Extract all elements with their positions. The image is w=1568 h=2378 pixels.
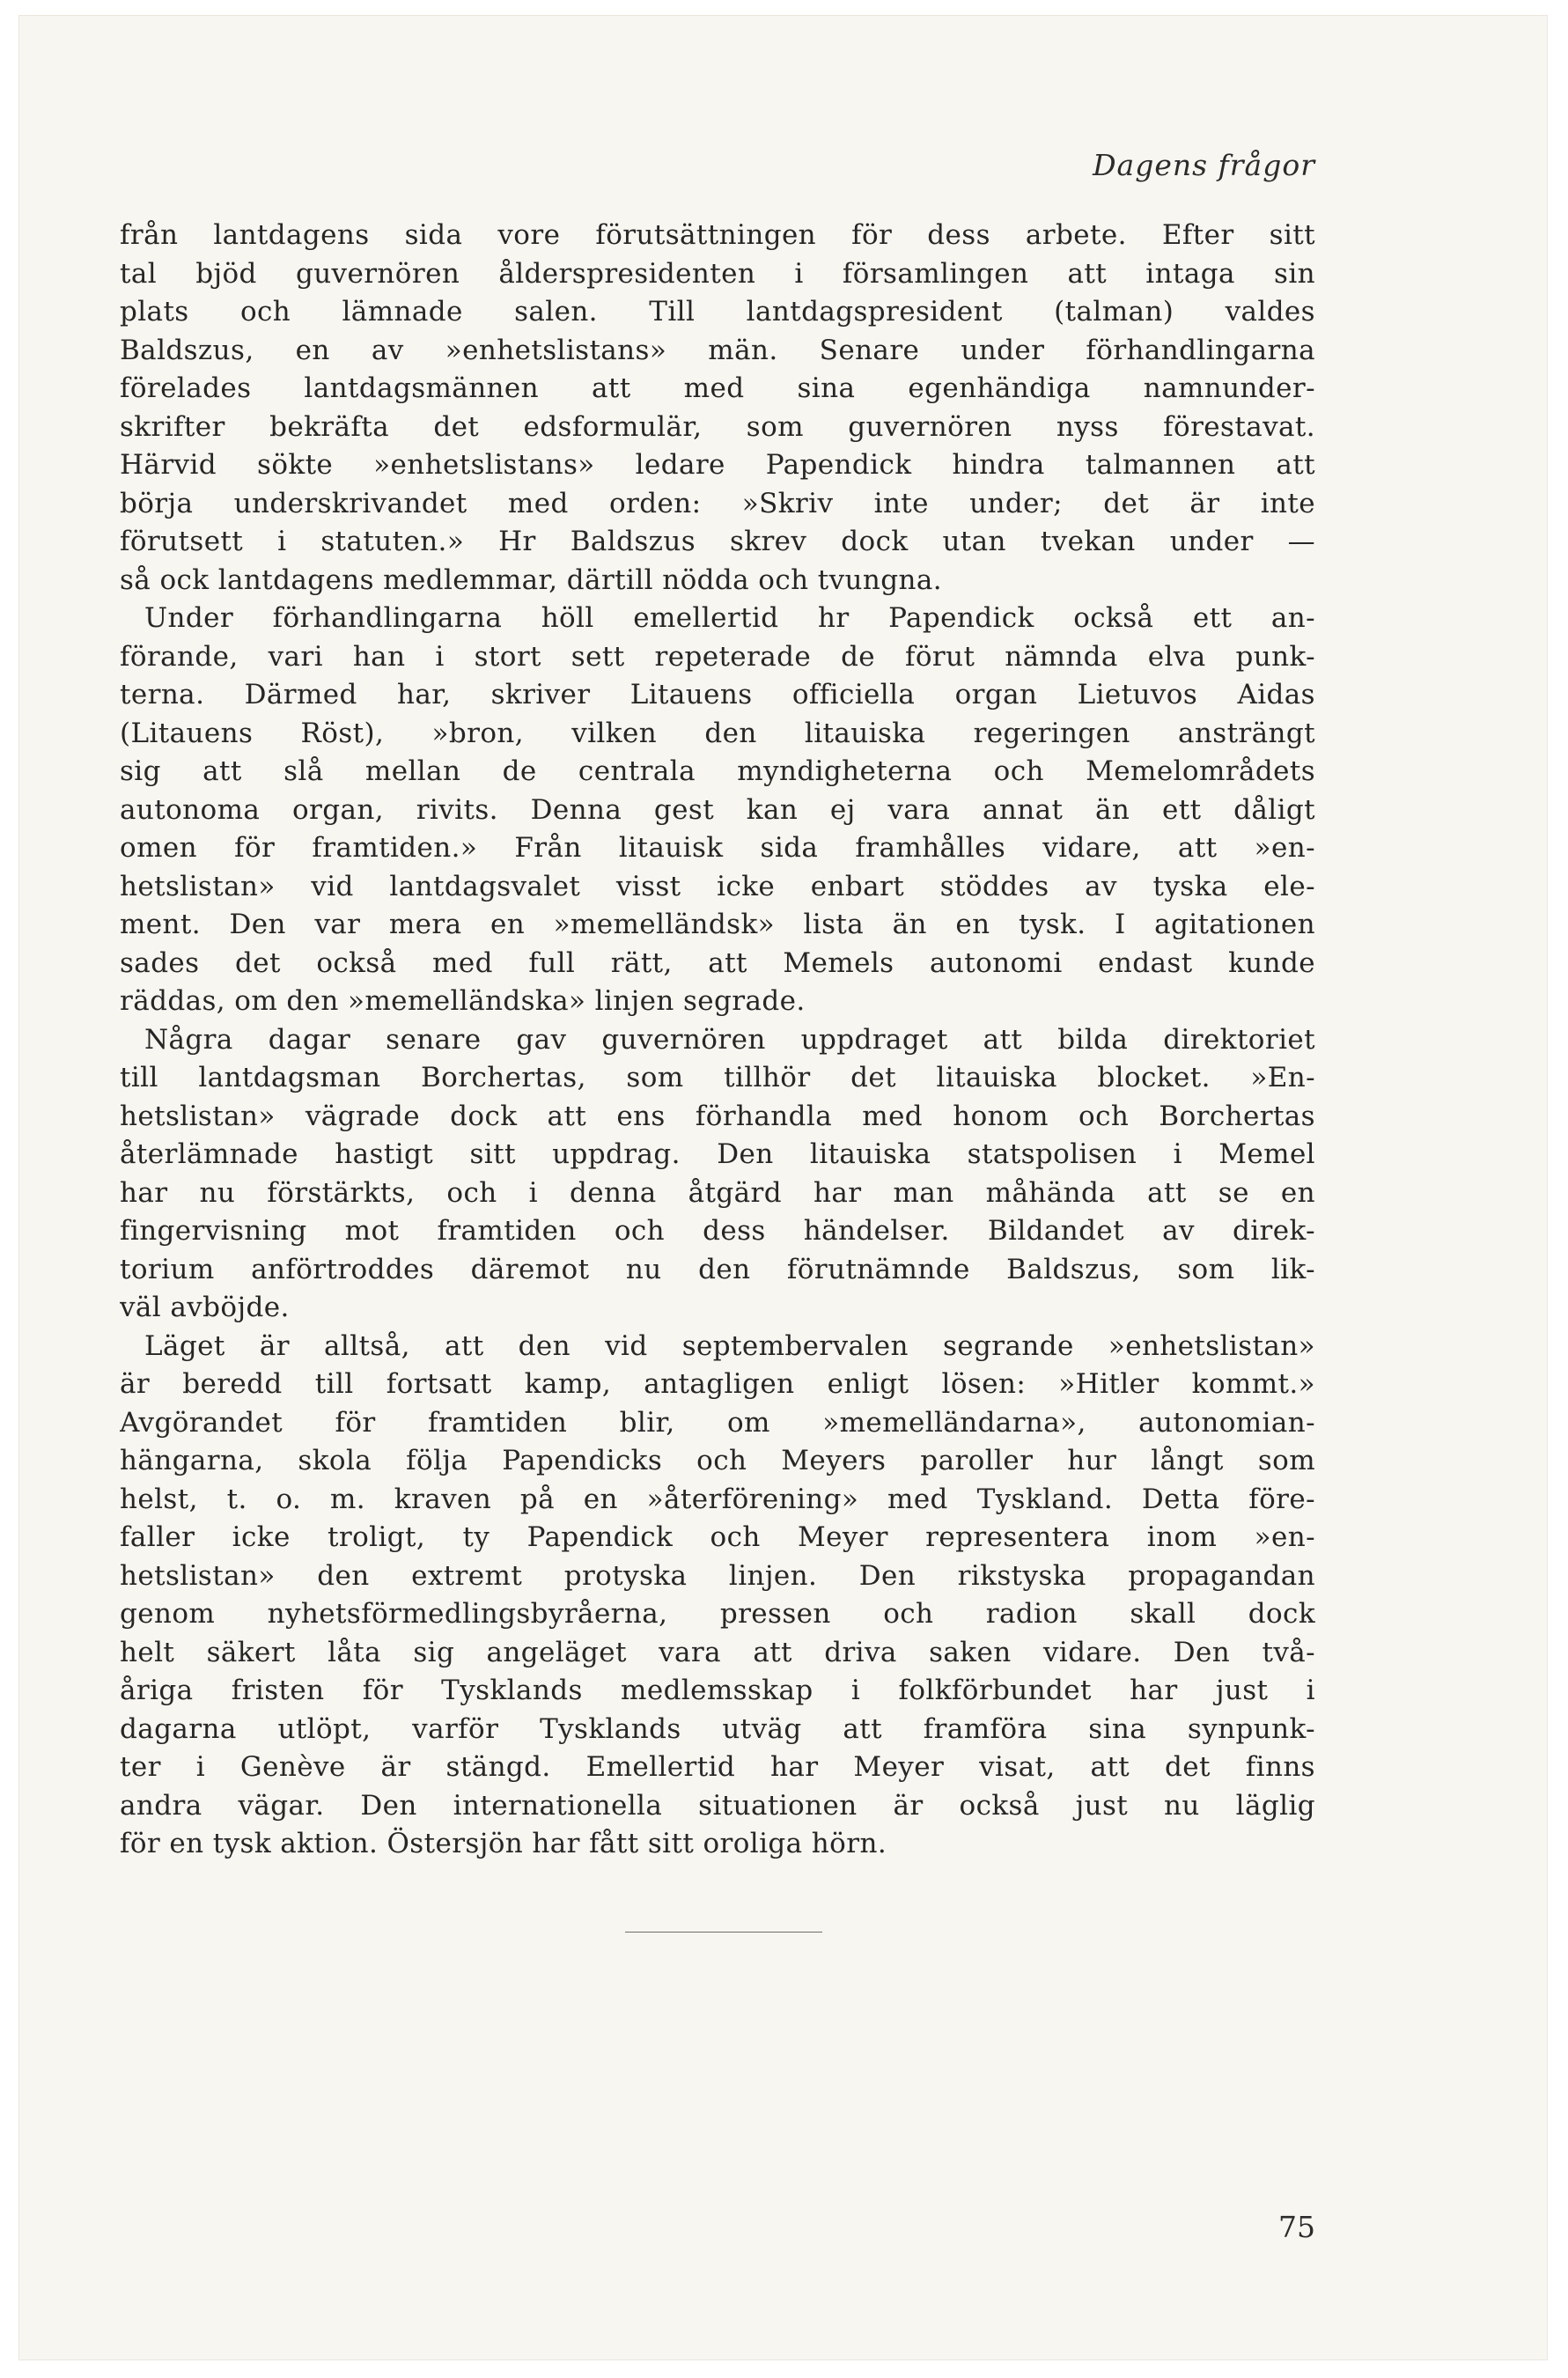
text-line: till lantdagsman Borchertas, som tillhör det litauiska blocket. »En- [120, 1062, 1315, 1093]
running-title: Dagens frågor [1093, 148, 1315, 182]
text-line: hängarna, skola följa Papendicks och Meyers paroller hur långt som [120, 1445, 1315, 1476]
text-line: från lantdagens sida vore förutsättningen för dess arbete. Efter sitt [120, 219, 1315, 251]
text-line: förutsett i statuten.» Hr Baldszus skrev dock utan tvekan under — [120, 526, 1315, 557]
text-line: Avgörandet för framtiden blir, om »memelländarna», autonomian- [120, 1406, 1315, 1439]
text-line: fingervisning mot framtiden och dess händelser. Bildandet av direk- [120, 1215, 1315, 1247]
text-line: förande, vari han i stort sett repeterade de förut nämnda elva punk- [120, 640, 1315, 673]
text-line: tal bjöd guvernören ålderspresidenten i församlingen att intaga sin [120, 257, 1315, 290]
text-line: har nu förstärkts, och i denna åtgärd har man måhända att se en [120, 1176, 1315, 1209]
text-line: faller icke troligt, ty Papendick och Meyer representera inom »en- [120, 1521, 1315, 1553]
end-of-article-rule [625, 1932, 822, 1933]
text-line: åriga fristen för Tysklands medlemsskap i folkförbundet har just i [120, 1675, 1315, 1706]
text-line: återlämnade hastigt sitt uppdrag. Den litauiska statspolisen i Memel [120, 1138, 1315, 1170]
text-line: ment. Den var mera en »memelländsk» lista än en tysk. I agitationen [120, 909, 1315, 940]
paragraph-1 [120, 217, 1315, 600]
text-line: autonoma organ, rivits. Denna gest kan ej vara annat än ett dåligt [120, 793, 1315, 826]
text-line: Några dagar senare gav guvernören uppdraget att bilda direktoriet [144, 1023, 1315, 1056]
book-page [19, 16, 1547, 2360]
text-line: terna. Därmed har, skriver Litauens officiella organ Lietuvos Aidas [120, 679, 1315, 710]
text-line: sades det också med full rätt, att Memels autonomi endast kunde [120, 946, 1315, 979]
article-body [120, 217, 1315, 1864]
text-line: väl avböjde. [120, 1292, 290, 1323]
text-line: plats och lämnade salen. Till lantdagspresident (talman) valdes [120, 296, 1315, 328]
text-line: Baldszus, en av »enhetslistans» män. Senare under förhandlingarna [120, 334, 1315, 366]
text-line: Härvid sökte »enhetslistans» ledare Papendick hindra talmannen att [120, 449, 1315, 481]
paragraph-2 [120, 600, 1315, 1021]
text-line: hetslistan» den extremt protyska linjen. Den rikstyska propagandan [120, 1559, 1315, 1592]
text-line: Under förhandlingarna höll emellertid hr Papendick också ett an- [144, 602, 1315, 634]
text-line: hetslistan» vid lantdagsvalet visst icke enbart stöddes av tyska ele- [120, 870, 1315, 902]
text-line: hetslistan» vägrade dock att ens förhandla med honom och Borchertas [120, 1100, 1315, 1132]
text-line: omen för framtiden.» Från litauisk sida framhålles vidare, att »en- [120, 832, 1315, 864]
text-line: börja underskrivandet med orden: »Skriv inte under; det är inte [120, 487, 1315, 519]
text-line: helt säkert låta sig angeläget vara att driva saken vidare. Den två- [120, 1636, 1315, 1668]
text-line: för en tysk aktion. Östersjön har fått sitt oroliga hörn. [120, 1828, 887, 1859]
text-line: så ock lantdagens medlemmar, därtill nödda och tvungna. [120, 563, 942, 596]
paragraph-3 [120, 1021, 1315, 1328]
text-line: (Litauens Röst), »bron, vilken den litauiska regeringen ansträngt [120, 717, 1315, 749]
text-line: förelades lantdagsmännen att med sina egenhändiga namnunder- [120, 372, 1315, 404]
text-line: räddas, om den »memelländska» linjen segrade. [120, 985, 806, 1017]
text-line: är beredd till fortsatt kamp, antagligen enligt lösen: »Hitler kommt.» [120, 1368, 1315, 1400]
text-line: torium anförtroddes däremot nu den förutnämnde Baldszus, som lik- [120, 1253, 1315, 1285]
text-line: dagarna utlöpt, varför Tysklands utväg att framföra sina synpunk- [120, 1712, 1315, 1745]
text-line: skrifter bekräfta det edsformulär, som guvernören nyss förestavat. [120, 410, 1315, 443]
text-line: Läget är alltså, att den vid septembervalen segrande »enhetslistan» [144, 1329, 1315, 1362]
text-line: ter i Genève är stängd. Emellertid har Meyer visat, att det finns [120, 1751, 1315, 1783]
text-line: sig att slå mellan de centrala myndigheterna och Memelområdets [120, 755, 1315, 787]
text-line: andra vägar. Den internationella situationen är också just nu läglig [120, 1789, 1315, 1822]
page-number: 75 [1278, 2210, 1315, 2244]
text-line: genom nyhetsförmedlingsbyråerna, pressen och radion skall dock [120, 1598, 1315, 1630]
text-line: helst, t. o. m. kraven på en »återförening» med Tyskland. Detta före- [120, 1483, 1315, 1515]
paragraph-4 [120, 1328, 1315, 1864]
